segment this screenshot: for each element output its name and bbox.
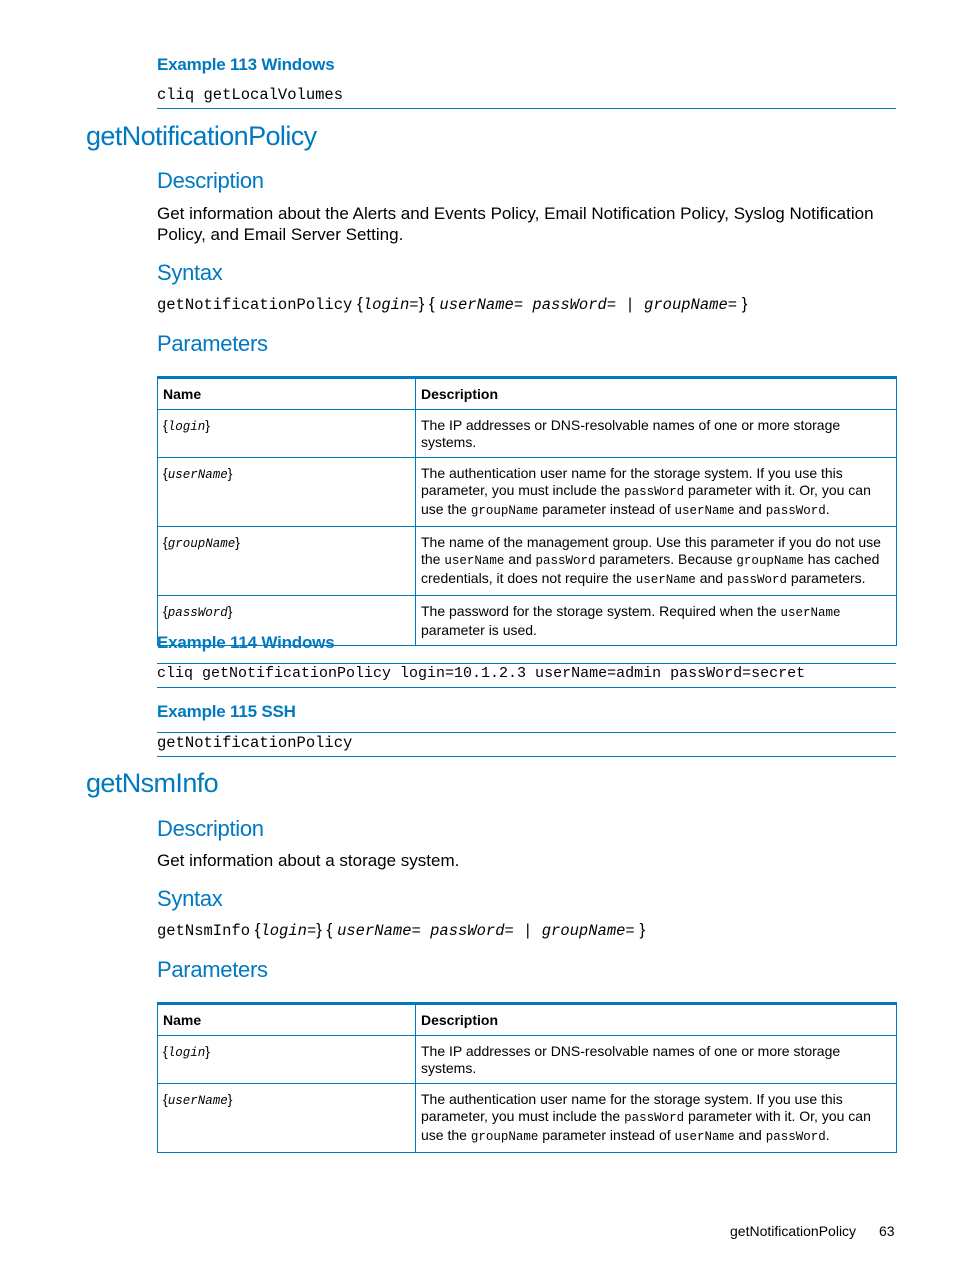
brace: {: [163, 1091, 168, 1107]
example-113-title: Example 113 Windows: [157, 55, 335, 74]
inline-code: userName: [674, 504, 735, 518]
description-text: The authentication user name for the storage system. If you use this parameter, you must include the: [421, 465, 843, 498]
brace: }: [205, 1043, 210, 1059]
header-description: Description: [416, 378, 897, 410]
syntax-brace: } {: [316, 920, 333, 939]
table-row: [158, 1084, 897, 1153]
description-text: parameter instead of: [538, 1127, 675, 1143]
description-text: parameters. Because: [595, 551, 737, 567]
inline-code: passWord: [765, 504, 826, 518]
description-text: and: [734, 501, 766, 517]
param-name: passWord: [167, 606, 228, 620]
inline-code: passWord: [765, 1130, 826, 1144]
brace: }: [227, 603, 233, 619]
example-113-code: cliq getLocalVolumes: [157, 86, 896, 109]
description-heading: Description: [157, 168, 264, 193]
description-text: .: [825, 501, 830, 517]
param-name-cell: [158, 1036, 416, 1084]
description-text: The name of the management group. Use this parameter if you do not use the: [421, 534, 881, 567]
page-number: 63: [879, 1223, 895, 1239]
syntax-brace: {: [254, 920, 261, 939]
description-text: parameter instead of: [538, 501, 675, 517]
brace: }: [227, 1091, 233, 1107]
param-description-cell: [416, 527, 897, 596]
table-row: [158, 458, 897, 527]
param-description-cell: [416, 1036, 897, 1084]
inline-code: groupName: [470, 504, 539, 518]
brace: {: [163, 534, 168, 550]
table-row: [158, 410, 897, 458]
description-text: The password for the storage system. Required when the: [421, 603, 781, 619]
parameters-heading: Parameters: [157, 331, 268, 356]
inline-code: passWord: [535, 554, 596, 568]
table-header-row: [158, 378, 897, 410]
inline-code: userName: [674, 1130, 735, 1144]
section-title-getnsminfo: getNsmInfo: [86, 768, 219, 798]
param-name-cell: [158, 458, 416, 527]
syntax-brace: } {: [418, 294, 435, 313]
description-text: and: [695, 570, 727, 586]
syntax-line: [157, 920, 645, 940]
description-text: parameter with it. Or, you can use the: [421, 1108, 871, 1143]
brace: }: [205, 417, 210, 433]
param-name-cell: [158, 527, 416, 596]
brace: {: [163, 603, 168, 619]
syntax-login: login=: [260, 922, 317, 940]
table-body: [158, 1036, 897, 1153]
inline-code: userName: [780, 606, 841, 620]
param-name-cell: [158, 1084, 416, 1153]
syntax-heading: Syntax: [157, 886, 223, 911]
description-text: parameters.: [786, 570, 866, 586]
example-114-title: Example 114 Windows: [157, 633, 335, 652]
description-text: Get information about the Alerts and Events Policy, Email Notification Policy, Syslog Notification Policy, and Email Server Setting.: [157, 204, 874, 244]
param-name: login: [167, 1046, 206, 1060]
inline-code: passWord: [624, 1111, 685, 1125]
param-description-cell: [416, 596, 897, 646]
param-name: userName: [167, 468, 228, 482]
brace: {: [163, 465, 168, 481]
brace: }: [227, 465, 233, 481]
parameters-table: [157, 1002, 897, 1153]
syntax-login: login=: [362, 296, 419, 314]
inline-code: passWord: [624, 485, 685, 499]
footer-section-name: getNotificationPolicy: [730, 1223, 857, 1239]
param-name: userName: [167, 1094, 228, 1108]
example-115-code: getNotificationPolicy: [157, 732, 896, 757]
inline-code: userName: [635, 573, 696, 587]
syntax-brace: }: [741, 294, 748, 313]
param-description-cell: [416, 458, 897, 527]
description-text: has cached credentials, it does not require the: [421, 551, 880, 586]
brace: {: [163, 1043, 168, 1059]
header-name: Name: [158, 1004, 416, 1036]
table-row: [158, 527, 897, 596]
brace: }: [235, 534, 240, 550]
description-heading: Description: [157, 816, 264, 841]
table-header-row: [158, 1004, 897, 1036]
param-name: login: [167, 420, 206, 434]
param-name-cell: [158, 410, 416, 458]
table-row: [158, 1036, 897, 1084]
description-text: The IP addresses or DNS-resolvable names of one or more storage systems.: [421, 1043, 841, 1076]
syntax-heading: Syntax: [157, 260, 223, 285]
inline-code: groupName: [470, 1130, 539, 1144]
syntax-args: userName= passWord= | groupName=: [337, 922, 635, 940]
description-text: Get information about a storage system.: [157, 851, 460, 870]
syntax-line: [157, 294, 747, 314]
description-text: .: [825, 1127, 830, 1143]
description-text: and: [504, 551, 536, 567]
syntax-brace: {: [357, 294, 363, 313]
section-title-getnotificationpolicy: getNotificationPolicy: [86, 121, 317, 151]
inline-code: userName: [444, 554, 505, 568]
brace: {: [163, 417, 168, 433]
inline-code: groupName: [736, 554, 804, 568]
param-name: groupName: [167, 537, 236, 551]
param-description-cell: [416, 410, 897, 458]
example-114-code: cliq getNotificationPolicy login=10.1.2.3 userName=admin passWord=secret: [157, 663, 896, 688]
parameters-heading: Parameters: [157, 957, 268, 982]
table-body: [158, 410, 897, 646]
param-description-cell: [416, 1084, 897, 1153]
syntax-args: userName= passWord= | groupName=: [439, 296, 738, 314]
syntax-command: getNsmInfo: [157, 922, 251, 940]
description-text: and: [734, 1127, 766, 1143]
header-name: Name: [158, 378, 416, 410]
description-text: parameter is used.: [421, 622, 537, 638]
parameters-table: [157, 376, 897, 646]
description-text: parameter with it. Or, you can use the: [421, 482, 871, 517]
syntax-command: getNotificationPolicy: [157, 296, 353, 314]
inline-code: passWord: [726, 573, 787, 587]
header-description: Description: [416, 1004, 897, 1036]
example-115-title: Example 115 SSH: [157, 702, 296, 721]
description-text: The authentication user name for the storage system. If you use this parameter, you must include the: [421, 1091, 843, 1124]
description-text: The IP addresses or DNS-resolvable names of one or more storage systems.: [421, 417, 841, 450]
syntax-brace: }: [639, 920, 646, 939]
